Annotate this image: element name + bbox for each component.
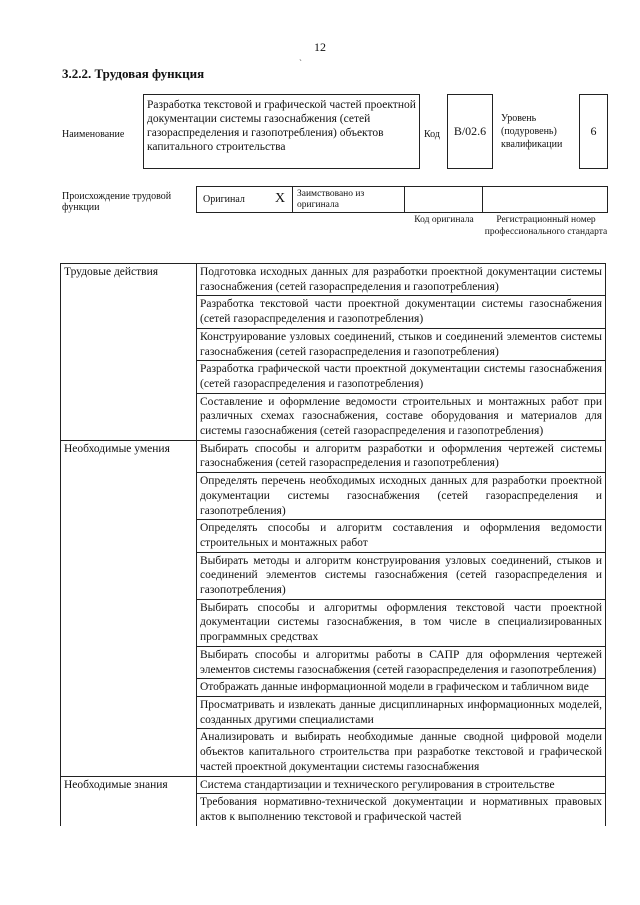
table-cell-item: Разработка графической части проектной документации системы газоснабжения (сетей газораспределения и газопотребления) xyxy=(197,361,606,393)
section-label-actions: Трудовые действия xyxy=(61,264,197,441)
code-value: B/02.6 xyxy=(453,124,487,138)
section-heading: 3.2.2. Трудовая функция xyxy=(62,66,205,81)
table-cell-item: Конструирование узловых соединений, стыков и соединений элементов системы газоснабжения (сетей газораспределения и газопотребления) xyxy=(197,328,606,360)
table-cell-item: Разработка текстовой части проектной документации системы газоснабжения (сетей газораспределения и газопотребления) xyxy=(197,296,606,328)
original-label: Оригинал xyxy=(203,194,245,205)
level-value-box xyxy=(579,94,608,169)
table-cell-item: Составление и оформление ведомости строительных и монтажных работ при различных схемах газоснабжения, составе оборудования и материалов для системы газоснабжения (сетей газораспределения и газопотребления) xyxy=(197,393,606,440)
name-value-box xyxy=(143,94,420,169)
table-cell-item: Требования нормативно-технической документации и нормативных правовых актов к выполнению текстовой и графической частей xyxy=(197,794,606,826)
table-cell-item: Просматривать и извлекать данные дисциплинарных информационных моделей, созданных другими специалистами xyxy=(197,696,606,728)
original-mark: X xyxy=(275,191,286,206)
code-value-box xyxy=(447,94,493,169)
table-cell-item: Подготовка исходных данных для разработки проектной документации системы газоснабжения (сетей газораспределения и газопотребления) xyxy=(197,264,606,296)
reg-number-cell xyxy=(482,186,608,213)
table-cell-item: Выбирать способы и алгоритмы оформления текстовой части проектной документации системы газоснабжения, в том числе в специализированных программных средствах xyxy=(197,599,606,646)
level-label: Уровень (подуровень) квалификации xyxy=(501,113,563,150)
code-label: Код xyxy=(424,129,440,140)
page-number: 12 xyxy=(314,40,326,54)
original-cell xyxy=(196,186,293,213)
table-cell-item: Выбирать методы и алгоритм конструирования узловых соединений, стыков и соединений элементов системы газоснабжения (сетей газораспределения и газопотребления) xyxy=(197,552,606,599)
level-value: 6 xyxy=(590,124,597,138)
table-row xyxy=(61,264,606,296)
table-cell-item: Определять способы и алгоритм составления и оформления ведомости строительных и монтажных работ xyxy=(197,520,606,552)
name-value: Разработка текстовой и графической частей проектной документации системы газоснабжения (сетей газораспределения и газопотребления) объектов капитального строительства xyxy=(147,99,416,153)
code-original-label: Код оригинала xyxy=(414,215,474,225)
page-bottom-cut xyxy=(0,878,640,905)
function-table-body xyxy=(61,264,606,826)
corner-mark: ˋ xyxy=(299,58,302,68)
borrowed-label: Заимствовано из оригинала xyxy=(297,189,365,210)
function-table xyxy=(60,263,606,826)
code-original-cell xyxy=(404,186,483,213)
table-cell-item: Система стандартизации и технического регулирования в строительстве xyxy=(197,776,606,794)
table-row xyxy=(61,440,606,472)
table-row xyxy=(61,776,606,794)
table-cell-item: Анализировать и выбирать необходимые данные сводной цифровой модели объектов капитального строительства при разработке текстовой и графической частей проектной документации системы газоснабжения xyxy=(197,729,606,776)
table-cell-item: Отображать данные информационной модели в графическом и табличном виде xyxy=(197,679,606,697)
section-label-skills: Необходимые умения xyxy=(61,440,197,776)
table-cell-item: Выбирать способы и алгоритм разработки и оформления чертежей системы газоснабжения (сетей газораспределения и газопотребления) xyxy=(197,440,606,472)
borrowed-cell xyxy=(292,186,405,213)
name-label: Наименование xyxy=(62,129,125,140)
table-cell-item: Определять перечень необходимых исходных данных для разработки проектной документации системы газоснабжения (сетей газораспределения и газопотребления) xyxy=(197,473,606,520)
reg-number-label: Регистрационный номер профессионального стандарта xyxy=(484,215,608,237)
section-label-knowledge: Необходимые знания xyxy=(61,776,197,826)
table-cell-item: Выбирать способы и алгоритмы работы в САПР для оформления чертежей элементов системы газоснабжения (сетей газораспределения и газопотребления) xyxy=(197,646,606,678)
origin-label: Происхождение трудовой функции xyxy=(62,191,172,213)
